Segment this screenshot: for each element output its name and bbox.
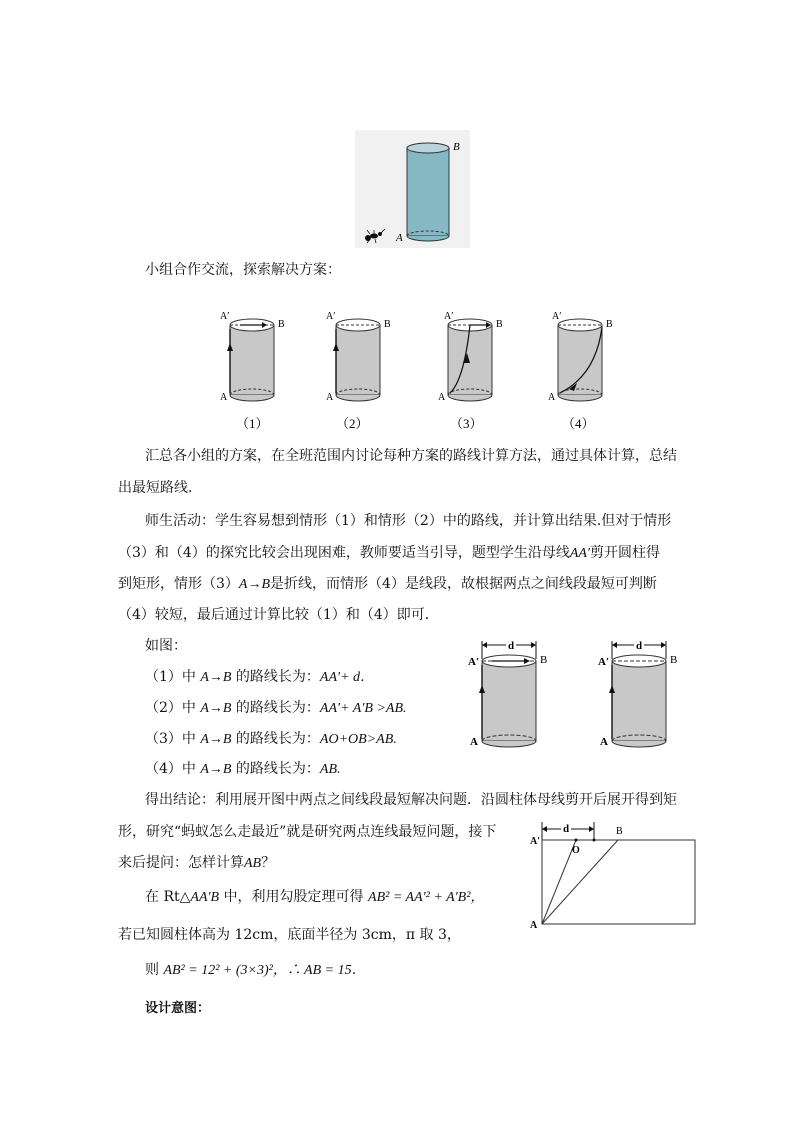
svg-text:B: B — [384, 319, 391, 330]
svg-text:A′: A′ — [326, 311, 336, 322]
cylinder-4 — [548, 311, 613, 403]
activity-line-4: （4）较短，最后通过计算比较（1）和（4）即可． — [118, 607, 439, 623]
svg-text:A: A — [530, 920, 538, 931]
svg-text:d: d — [508, 640, 515, 652]
svg-text:A: A — [220, 392, 228, 403]
caption-4: （4） — [562, 416, 595, 431]
top-cylinder-figure — [355, 130, 470, 248]
route-item: （2）中 A→B 的路线长为：AA′+ A′B >AB. — [145, 700, 407, 716]
caption-2: （2） — [336, 416, 369, 431]
summary-line-1: 汇总各小组的方案，在全班范围内讨论每种方案的路线计算方法，通过具体计算，总结 — [145, 448, 677, 464]
intro-line: 小组合作交流，探索解决方案： — [145, 262, 341, 278]
svg-text:B: B — [606, 319, 613, 330]
svg-text:B: B — [616, 826, 623, 837]
svg-text:A′: A′ — [468, 656, 480, 668]
summary-line-2: 出最短路线． — [118, 480, 202, 496]
pythag-line-1: 在 Rt△AA′B 中，利用勾股定理可得 AB² = AA′² + A′B²， — [145, 889, 485, 905]
cylinder-1 — [220, 311, 285, 403]
four-cylinders-figure — [218, 305, 628, 435]
activity-line-3: 到矩形，情形（3）A→B是折线，而情形（4）是线段，故根据两点之间线段最短可判断 — [118, 576, 657, 592]
svg-text:B: B — [496, 319, 503, 330]
svg-text:A: A — [470, 736, 478, 748]
svg-text:A′: A′ — [552, 311, 562, 322]
activity-line-2: （3）和（4）的探究比较会出现困难，教师要适当引导，题型学生沿母线AA′剪开圆柱得 — [118, 545, 660, 561]
as-shown: 如图： — [145, 638, 187, 654]
pythag-line-2: 若已知圆柱体高为 12cm，底面半径为 3cm，π 取 3， — [118, 927, 461, 943]
cylinder-2 — [326, 311, 391, 403]
svg-text:A: A — [548, 392, 556, 403]
rectangle-unfold-figure — [528, 818, 700, 933]
unfold-cylinder-1 — [468, 639, 547, 748]
unfold-cylinders-figure — [462, 637, 692, 762]
cylinder-3 — [438, 311, 503, 403]
pythag-line-3: 则 AB² = 12² + (3×3)²，∴ AB = 15． — [145, 962, 366, 978]
conclusion-line-3: 来后提问：怎样计算AB？ — [118, 855, 276, 871]
caption-3: （3） — [450, 416, 483, 431]
svg-text:B: B — [670, 654, 678, 666]
svg-text:A′: A′ — [444, 311, 454, 322]
svg-text:A′: A′ — [220, 311, 230, 322]
caption-1: （1） — [236, 416, 269, 431]
svg-text:d: d — [636, 640, 643, 652]
top-label-a: A — [396, 232, 403, 244]
svg-text:A′: A′ — [530, 836, 541, 847]
conclusion-line-2: 形，研究“蚂蚁怎么走最近”就是研究两点连线最短问题，接下 — [118, 824, 497, 840]
route-item: （4）中 A→B 的路线长为：AB. — [145, 761, 341, 777]
route-item: （3）中 A→B 的路线长为：AO+OB>AB. — [145, 731, 397, 747]
top-label-b: B — [453, 141, 460, 153]
svg-text:A: A — [326, 392, 334, 403]
activity-line-1: 师生活动：学生容易想到情形（1）和情形（2）中的路线，并计算出结果.但对于情形 — [145, 513, 672, 529]
design-heading: 设计意图： — [145, 1001, 211, 1016]
svg-text:A: A — [438, 392, 446, 403]
route-item: （1）中 A→B 的路线长为：AA′+ d． — [145, 669, 375, 685]
svg-text:B: B — [278, 319, 285, 330]
svg-text:O: O — [572, 845, 580, 856]
conclusion-line-1: 得出结论：利用展开图中两点之间线段最短解决问题．沿圆柱体母线剪开后展开得到矩 — [145, 792, 677, 808]
svg-text:d: d — [563, 823, 570, 835]
unfold-cylinder-2 — [598, 639, 677, 748]
svg-text:B: B — [540, 654, 548, 666]
svg-text:A: A — [600, 736, 608, 748]
svg-text:A′: A′ — [598, 656, 610, 668]
